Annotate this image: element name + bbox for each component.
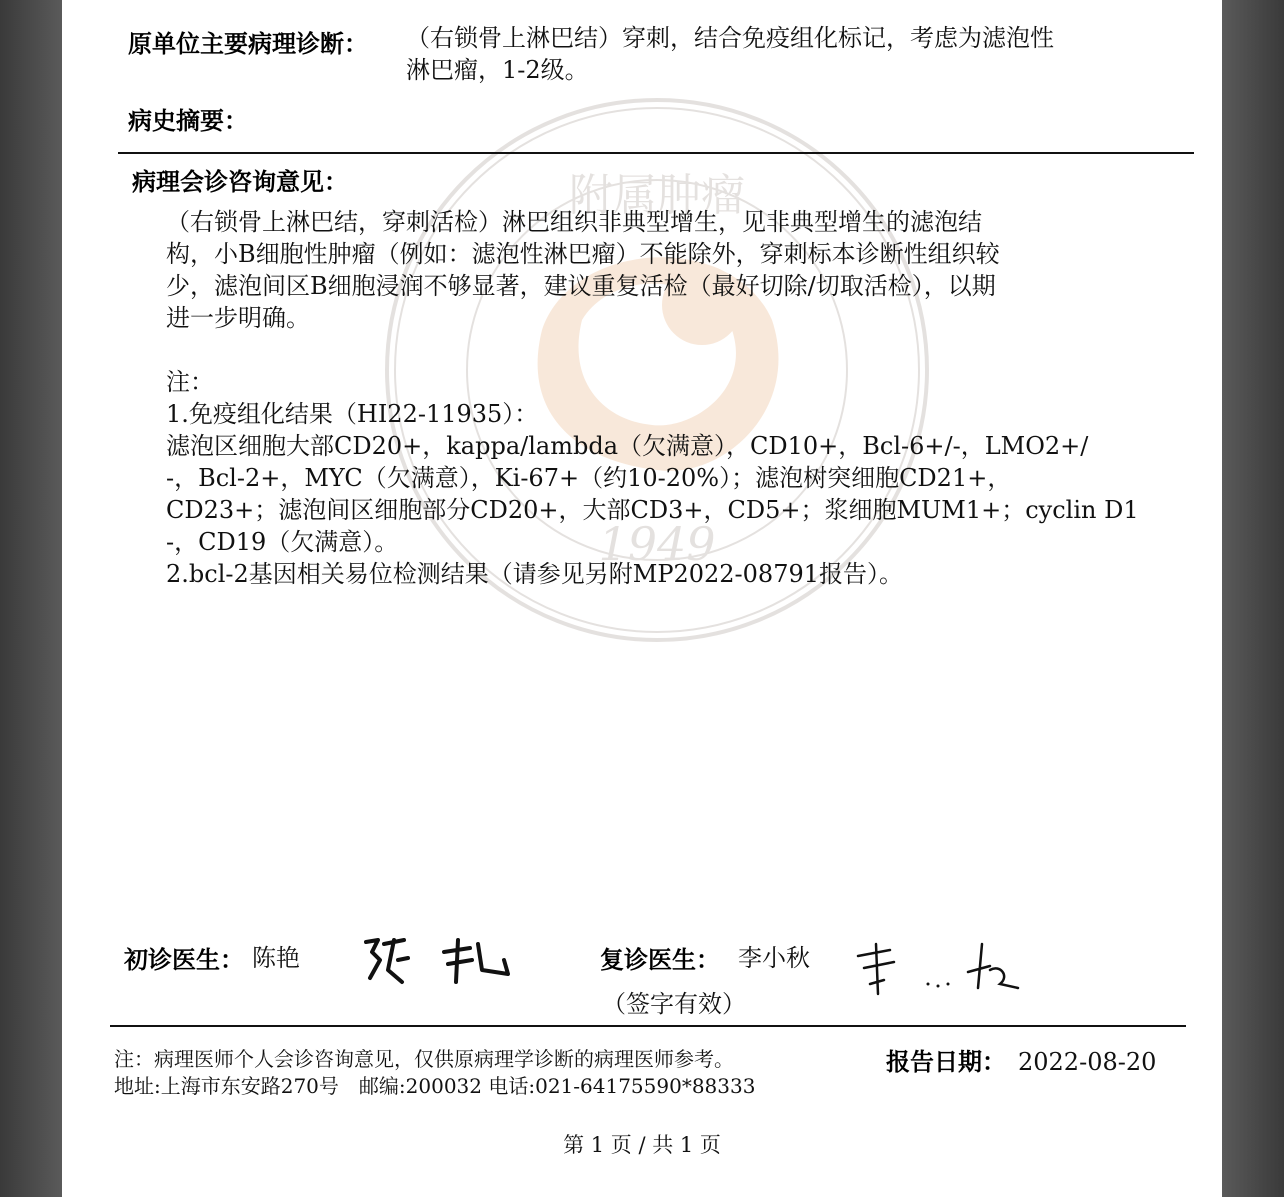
- opinion-line-2: 构，小B细胞性肿瘤（例如：滤泡性淋巴瘤）不能除外，穿刺标本诊断性组织较: [166, 240, 1000, 268]
- report-page: [62, 0, 1222, 1197]
- report-date-value: 2022-08-20: [1018, 1048, 1157, 1076]
- svg-text:附属肿瘤: 附属肿瘤: [569, 170, 745, 221]
- disclaimer-note: 注：病理医师个人会诊咨询意见，仅供原病理学诊断的病理医师参考。: [114, 1047, 734, 1071]
- review-doctor-label: 复诊医生：: [600, 946, 720, 974]
- note-label: 注：: [166, 368, 214, 396]
- original-diagnosis-line1: （右锁骨上淋巴结）穿刺，结合免疫组化标记，考虑为滤泡性: [406, 24, 1054, 52]
- opinion-line-4: 进一步明确。: [166, 304, 310, 332]
- seal-year: 1949: [598, 517, 716, 571]
- note-line-2: 滤泡区细胞大部CD20+，kappa/lambda（欠满意），CD10+，Bcl-6+/-，LMO2+/: [166, 432, 1089, 460]
- original-diagnosis-line2: 淋巴瘤，1-2级。: [406, 56, 589, 84]
- note-line-4: CD23+；滤泡间区细胞部分CD20+，大部CD3+，CD5+；浆细胞MUM1+；cyclin D1: [166, 496, 1139, 524]
- review-doctor-name: 李小秋: [738, 944, 810, 972]
- first-doctor-name: 陈艳: [252, 944, 300, 972]
- report-date-label: 报告日期：: [886, 1048, 1006, 1076]
- history-label: 病史摘要：: [128, 107, 248, 135]
- note-line-6: 2.bcl-2基因相关易位检测结果（请参见另附MP2022-08791报告）。: [166, 560, 904, 588]
- note-line-5: -，CD19（欠满意）。: [166, 528, 399, 556]
- note-line-1: 1.免疫组化结果（HI22-11935）：: [166, 400, 539, 428]
- original-diagnosis-label: 原单位主要病理诊断：: [128, 30, 368, 58]
- divider-bottom: [110, 1025, 1186, 1027]
- opinion-line-3: 少，滤泡间区B细胞浸润不够显著，建议重复活检（最好切除/切取活检），以期: [166, 272, 996, 300]
- viewer-margin-right: [1222, 0, 1284, 1197]
- opinion-label: 病理会诊咨询意见：: [132, 168, 348, 196]
- divider-top: [118, 152, 1194, 154]
- signature-validity-note: （签字有效）: [602, 990, 746, 1018]
- first-doctor-label: 初诊医生：: [124, 946, 244, 974]
- address-line: 地址:上海市东安路270号 邮编:200032 电话:021-64175590*88333: [114, 1074, 756, 1098]
- review-doctor-signature: [850, 936, 1020, 1000]
- opinion-line-1: （右锁骨上淋巴结，穿刺活检）淋巴组织非典型增生，见非典型增生的滤泡结: [166, 208, 982, 236]
- note-line-3: -，Bcl-2+，MYC（欠满意），Ki-67+（约10-20%）；滤泡树突细胞CD21+，: [166, 464, 1012, 492]
- first-doctor-signature: [358, 930, 518, 990]
- viewer-margin-left: [0, 0, 62, 1197]
- page-indicator: 第 1 页 / 共 1 页: [563, 1133, 721, 1157]
